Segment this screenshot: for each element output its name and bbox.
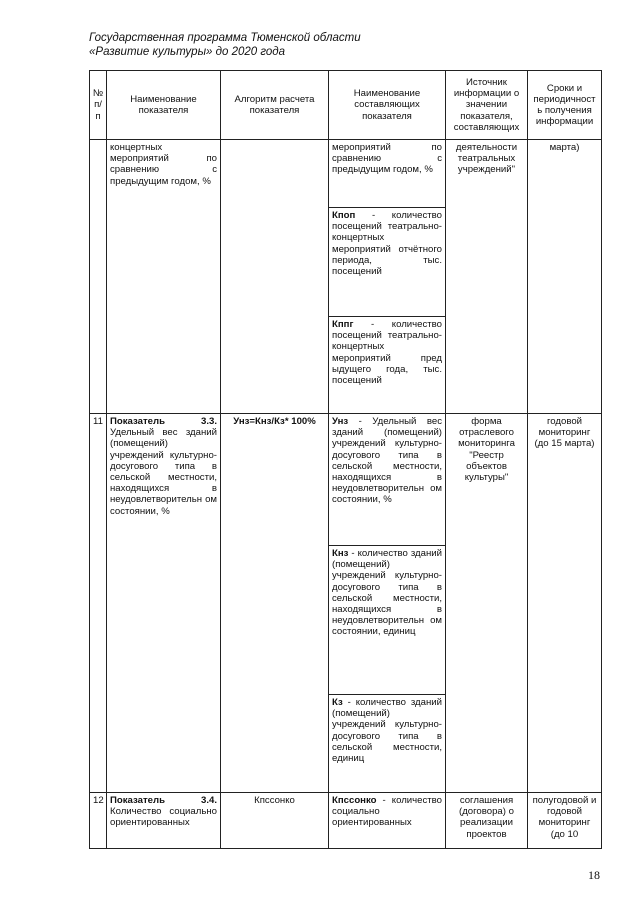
col-header-algorithm: Алгоритм расчета показателя — [221, 71, 329, 140]
col-header-components: Наименование составляющих показателя — [329, 71, 446, 140]
col-header-number: № п/ п — [90, 71, 107, 140]
header-line-1: Государственная программа Тюменской области — [89, 32, 361, 44]
cell-component — [329, 317, 446, 414]
col-header-indicator-name: Наименование показателя — [107, 71, 221, 140]
cell-source: деятельности театральных учреждений" — [446, 140, 528, 414]
component-term: Кз — [332, 697, 343, 708]
indicator-description: Количество социально ориентированных — [110, 806, 217, 829]
component-description: - Удельный вес зданий (помещений) учреждений культурно-досугового типа в сельской местности, находящихся в неудовлетворительн ом состоянии, % — [332, 416, 442, 506]
cell-component — [329, 414, 446, 546]
indicator-label: Показатель 3.4. — [110, 795, 217, 806]
cell-component — [329, 793, 446, 849]
cell-number — [90, 140, 107, 414]
cell-number: 11 — [90, 414, 107, 793]
cell-terms: полугодовой и годовой мониторинг (до 10 — [528, 793, 602, 849]
cell-component: мероприятий по сравнению с предыдущим годом, % — [329, 140, 446, 208]
col-header-terms: Сроки и периодичност ь получения информации — [528, 71, 602, 140]
component-term: Кнз — [332, 548, 349, 559]
cell-terms: годовой мониторинг (до 15 марта) — [528, 414, 602, 793]
document-header — [89, 31, 361, 59]
cell-indicator-name: концертных мероприятий по сравнению с предыдущим годом, % — [107, 140, 221, 414]
table-row — [90, 140, 602, 208]
component-description: - количество зданий (помещений) учреждений культурно-досугового типа в сельской местности, находящихся в неудовлетворительн ом состоянии, единиц — [332, 548, 442, 638]
indicator-label: Показатель 3.3. — [110, 416, 217, 427]
cell-number: 12 — [90, 793, 107, 849]
col-header-source: Источник информации о значении показателя, составляющих — [446, 71, 528, 140]
component-term: Кппг — [332, 319, 354, 330]
component-description: - количество социально ориентированных — [332, 795, 442, 829]
cell-algorithm — [221, 140, 329, 414]
table-row — [90, 793, 602, 849]
cell-indicator-name — [107, 414, 221, 793]
table-row — [90, 414, 602, 546]
indicators-table — [89, 70, 602, 849]
cell-algorithm: Кпссонко — [221, 793, 329, 849]
cell-component — [329, 695, 446, 793]
component-term: Кпссонко — [332, 795, 377, 806]
cell-source: форма отраслевого мониторинга "Реестр объектов культуры" — [446, 414, 528, 793]
page-number: 18 — [588, 868, 600, 882]
cell-terms: марта) — [528, 140, 602, 414]
header-line-2: «Развитие культуры» до 2020 года — [89, 46, 286, 58]
indicator-description: Удельный вес зданий (помещений) учреждений культурно-досугового типа в сельской местности, находящихся в неудовлетворительн ом состоянии, % — [110, 427, 217, 517]
cell-indicator-name — [107, 793, 221, 849]
component-description: - количество посещений театрально-концертных мероприятий отчётного периода, тыс. посещений — [332, 210, 442, 278]
cell-source: соглашения (договора) о реализации проектов — [446, 793, 528, 849]
component-term: Кпоп — [332, 210, 356, 221]
cell-algorithm: Унз=Кнз/Кз* 100% — [221, 414, 329, 793]
table-header-row — [90, 71, 602, 140]
component-description: - количество посещений театрально-концертных мероприятий пред ыдущего года, тыс. посещений — [332, 319, 442, 387]
cell-component — [329, 546, 446, 695]
cell-component — [329, 208, 446, 317]
component-term: Унз — [332, 416, 349, 427]
component-description: - количество зданий (помещений) учреждений культурно-досугового типа в сельской местности, единиц — [332, 697, 442, 765]
